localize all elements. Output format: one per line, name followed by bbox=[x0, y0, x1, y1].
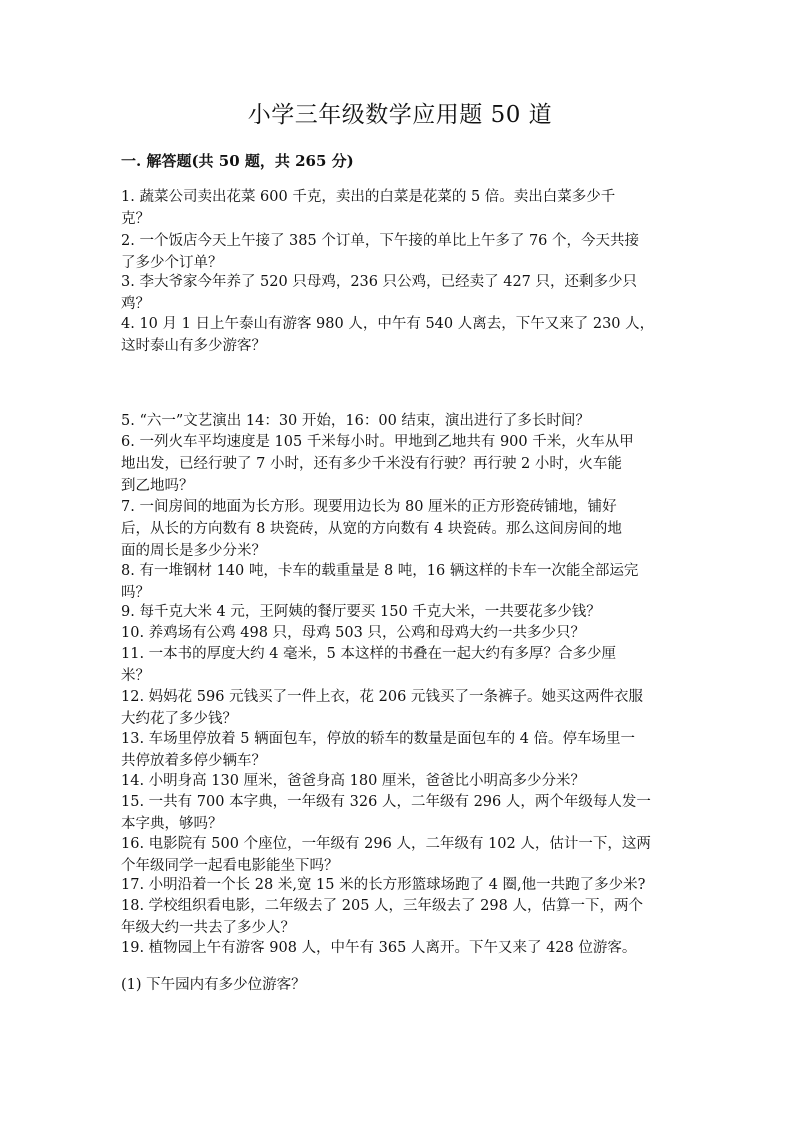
question-19 bbox=[121, 937, 687, 959]
question-14 bbox=[121, 770, 687, 792]
question-line: 吗？ bbox=[121, 585, 150, 601]
question-line: 本字典，够吗？ bbox=[121, 816, 223, 832]
question-11 bbox=[121, 643, 687, 687]
question-line: 个年级同学一起看电影能坐下吗？ bbox=[121, 858, 339, 874]
question-8 bbox=[121, 560, 687, 604]
question-line: 15. 一共有 700 本字典，一年级有 326 人，二年级有 296 人，两个年级每人发一 bbox=[121, 794, 651, 810]
question-16 bbox=[121, 833, 687, 877]
question-7 bbox=[121, 496, 687, 562]
question-line: 19. 植物园上午有游客 908 人，中午有 365 人离开。下午又来了 428 位游客。 bbox=[121, 940, 637, 956]
question-line: 2. 一个饭店今天上午接了 385 个订单，下午接的单比上午多了 76 个，今天共接 bbox=[121, 233, 640, 249]
question-line: 到乙地吗？ bbox=[121, 478, 194, 494]
question-line: 12. 妈妈花 596 元钱买了一件上衣，花 206 元钱买了一条裤子。她买这两件衣服 bbox=[121, 689, 643, 705]
question-line: 17. 小明沿着一个长 28 米,宽 15 米的长方形篮球场跑了 4 圈,他一共跑了多少米? bbox=[121, 877, 646, 893]
question-line: 这时泰山有多少游客？ bbox=[121, 338, 266, 354]
question-line: 16. 电影院有 500 个座位，一年级有 296 人，二年级有 102 人，估计一下，这两 bbox=[121, 836, 651, 852]
question-line: 7. 一间房间的地面为长方形。现要用边长为 80 厘米的正方形瓷砖铺地，铺好 bbox=[121, 499, 617, 515]
question-line: 11. 一本书的厚度大约 4 毫米，5 本这样的书叠在一起大约有多厚？合多少厘 bbox=[121, 646, 616, 662]
question-line: 13. 车场里停放着 5 辆面包车，停放的轿车的数量是面包车的 4 倍。停车场里一 bbox=[121, 731, 636, 747]
question-line: 鸡？ bbox=[121, 296, 150, 312]
question-17 bbox=[121, 874, 687, 896]
question-line: 后，从长的方向数有 8 块瓷砖，从宽的方向数有 4 块瓷砖。那么这间房间的地 bbox=[121, 521, 622, 537]
question-6 bbox=[121, 431, 687, 497]
question-line: 5. “六一”文艺演出 14：30 开始，16：00 结束，演出进行了多长时间？ bbox=[121, 413, 590, 429]
question-5 bbox=[121, 410, 687, 432]
question-1 bbox=[121, 186, 687, 230]
question-line: 年级大约一共去了多少人？ bbox=[121, 920, 295, 936]
question-line: 米？ bbox=[121, 668, 150, 684]
question-line: 18. 学校组织看电影，二年级去了 205 人，三年级去了 298 人，估算一下，两个 bbox=[121, 898, 643, 914]
question-line: 14. 小明身高 130 厘米，爸爸身高 180 厘米，爸爸比小明高多少分米？ bbox=[121, 773, 585, 789]
question-18 bbox=[121, 895, 687, 939]
question-line: 克？ bbox=[121, 211, 150, 227]
question-line: 4. 10 月 1 日上午泰山有游客 980 人，中午有 540 人离去，下午又来了 230 人， bbox=[121, 316, 655, 332]
question-line: 大约花了多少钱？ bbox=[121, 711, 237, 727]
question-10 bbox=[121, 622, 687, 644]
question-12 bbox=[121, 686, 687, 730]
question-line: 了多少个订单？ bbox=[121, 255, 223, 271]
page-title: 小学三年级数学应用题 50 道 bbox=[247, 102, 553, 128]
sub-question-19-1 bbox=[121, 974, 687, 996]
question-4 bbox=[121, 313, 687, 357]
question-3 bbox=[121, 271, 687, 315]
question-15 bbox=[121, 791, 687, 835]
section-heading: 一. 解答题(共 50 题，共 265 分) bbox=[121, 152, 354, 170]
question-line: 10. 养鸡场有公鸡 498 只，母鸡 503 只，公鸡和母鸡大约一共多少只？ bbox=[121, 625, 585, 641]
question-line: 面的周长是多少分米？ bbox=[121, 543, 266, 559]
question-line: 1. 蔬菜公司卖出花菜 600 千克，卖出的白菜是花菜的 5 倍。卖出白菜多少千 bbox=[121, 189, 616, 205]
question-line: (1) 下午园内有多少位游客？ bbox=[121, 977, 306, 993]
question-13 bbox=[121, 728, 687, 772]
question-line: 9. 每千克大米 4 元，王阿姨的餐厅要买 150 千克大米，一共要花多少钱？ bbox=[121, 604, 601, 620]
question-2 bbox=[121, 230, 687, 274]
question-9 bbox=[121, 601, 687, 623]
question-line: 地出发，已经行驶了 7 小时，还有多少千米没有行驶？再行驶 2 小时，火车能 bbox=[121, 456, 622, 472]
question-line: 共停放着多停少辆车？ bbox=[121, 753, 266, 769]
question-line: 6. 一列火车平均速度是 105 千米每小时。甲地到乙地共有 900 千米，火车从甲 bbox=[121, 434, 634, 450]
question-line: 3. 李大爷家今年养了 520 只母鸡，236 只公鸡，已经卖了 427 只，还剩多少只 bbox=[121, 274, 638, 290]
question-line: 8. 有一堆钢材 140 吨，卡车的载重量是 8 吨，16 辆这样的卡车一次能全部运完 bbox=[121, 563, 639, 579]
